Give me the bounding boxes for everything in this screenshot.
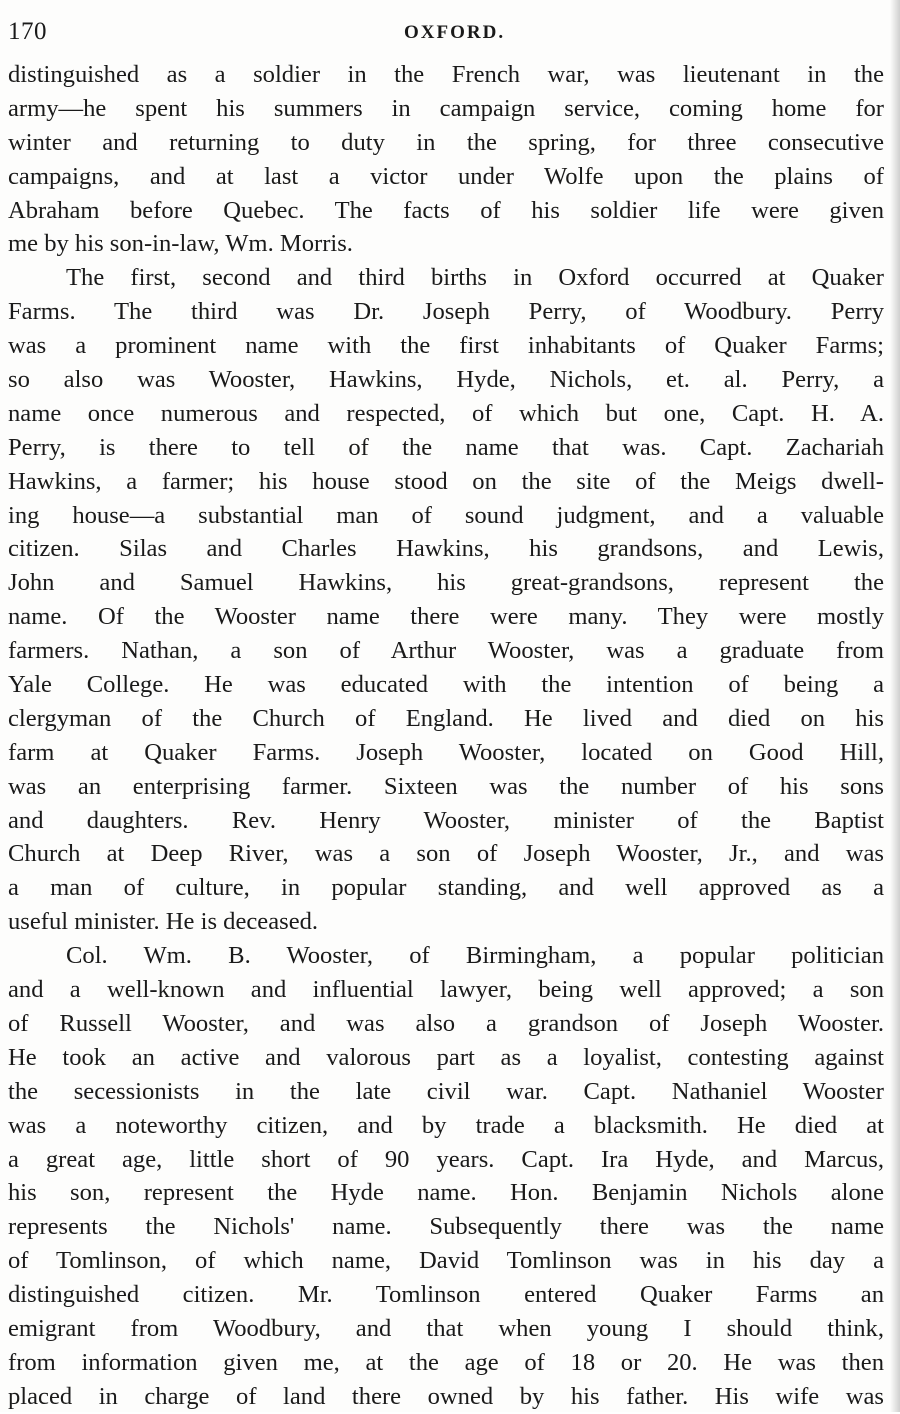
- text-line: me by his son-in-law, Wm. Morris.: [8, 230, 353, 258]
- text-line: so also was Wooster, Hawkins, Hyde, Nichols, et. al. Perry, a: [8, 366, 884, 394]
- page-number: 170: [8, 18, 47, 45]
- body-text: [8, 58, 884, 1414]
- text-line: Yale College. He was educated with the intention of being a: [8, 671, 884, 699]
- text-line: emigrant from Woodbury, and that when young I should think,: [8, 1314, 884, 1342]
- text-line: of Tomlinson, of which name, David Tomlinson was in his day a: [8, 1247, 884, 1275]
- text-line: represents the Nichols' name. Subsequently there was the name: [8, 1213, 884, 1241]
- text-line: farm at Quaker Farms. Joseph Wooster, located on Good Hill,: [8, 738, 884, 766]
- text-line: John and Samuel Hawkins, his great-grandsons, represent the: [8, 569, 884, 597]
- text-line: clergyman of the Church of England. He lived and died on his: [8, 704, 884, 732]
- text-line: ing house—a substantial man of sound judgment, and a valuable: [8, 501, 884, 529]
- text-line: a man of culture, in popular standing, and well approved as a: [8, 874, 884, 902]
- text-line: Perry, is there to tell of the name that was. Capt. Zachariah: [8, 433, 884, 461]
- text-line: citizen. Silas and Charles Hawkins, his grandsons, and Lewis,: [8, 535, 884, 563]
- text-line: campaigns, and at last a victor under Wolfe upon the plains of: [8, 162, 884, 190]
- running-title: OXFORD.: [404, 22, 506, 43]
- text-line: and a well-known and influential lawyer, being well approved; a son: [8, 976, 884, 1004]
- text-line: his son, represent the Hyde name. Hon. Benjamin Nichols alone: [8, 1179, 884, 1207]
- text-line: army—he spent his summers in campaign service, coming home for: [8, 94, 884, 122]
- text-line: the secessionists in the late civil war. Capt. Nathaniel Wooster: [8, 1077, 884, 1105]
- page-header: [8, 18, 888, 52]
- text-line: farmers. Nathan, a son of Arthur Wooster, was a graduate from: [8, 637, 884, 665]
- text-line: a great age, little short of 90 years. Capt. Ira Hyde, and Marcus,: [8, 1145, 884, 1173]
- text-line: distinguished citizen. Mr. Tomlinson entered Quaker Farms an: [8, 1281, 884, 1309]
- text-line: was a prominent name with the first inhabitants of Quaker Farms;: [8, 332, 884, 360]
- text-line: of Russell Wooster, and was also a grandson of Joseph Wooster.: [8, 1009, 884, 1037]
- text-line: He took an active and valorous part as a loyalist, contesting against: [8, 1043, 884, 1071]
- text-line: Abraham before Quebec. The facts of his soldier life were given: [8, 196, 884, 224]
- text-line: useful minister. He is deceased.: [8, 908, 319, 936]
- text-line: winter and returning to duty in the spring, for three consecutive: [8, 128, 884, 156]
- text-line: name once numerous and respected, of which but one, Capt. H. A.: [8, 399, 884, 427]
- text-line: Farms. The third was Dr. Joseph Perry, of Woodbury. Perry: [8, 298, 884, 326]
- text-line: Church at Deep River, was a son of Joseph Wooster, Jr., and was: [8, 840, 884, 868]
- page-edge-shadow: [890, 0, 900, 1412]
- text-line: and daughters. Rev. Henry Wooster, minister of the Baptist: [8, 806, 884, 834]
- paragraph-start-line: Col. Wm. B. Wooster, of Birmingham, a popular politician: [66, 942, 884, 970]
- text-line: from information given me, at the age of 18 or 20. He was then: [8, 1348, 884, 1376]
- text-line: Hawkins, a farmer; his house stood on the site of the Meigs dwell-: [8, 467, 884, 495]
- paragraph-start-line: The first, second and third births in Oxford occurred at Quaker: [66, 264, 884, 292]
- text-line: was an enterprising farmer. Sixteen was the number of his sons: [8, 772, 884, 800]
- text-line: distinguished as a soldier in the French war, was lieutenant in the: [8, 61, 884, 88]
- text-line: was a noteworthy citizen, and by trade a blacksmith. He died at: [8, 1111, 884, 1139]
- text-line: name. Of the Wooster name there were many. They were mostly: [8, 603, 884, 631]
- text-line: placed in charge of land there owned by his father. His wife was: [8, 1382, 884, 1410]
